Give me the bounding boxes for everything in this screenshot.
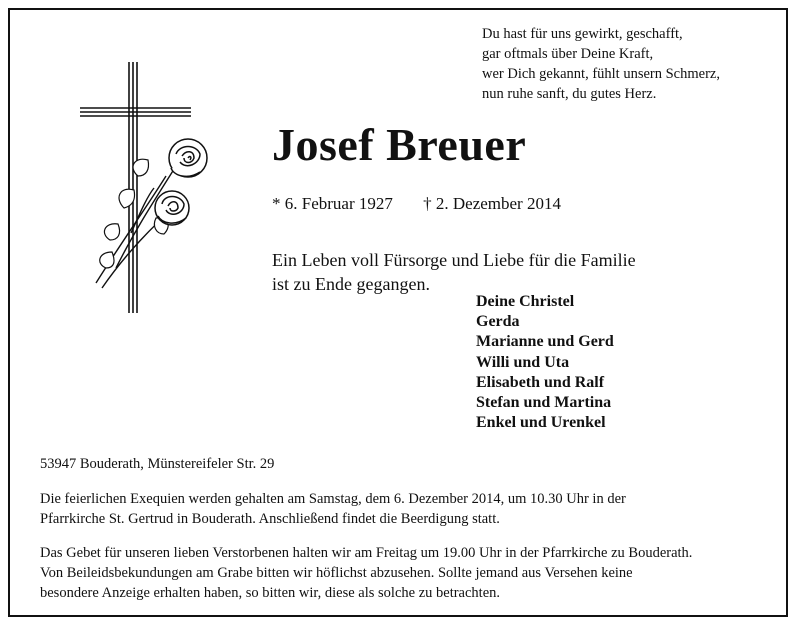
mourners-list <box>476 292 614 433</box>
intro-text <box>272 248 636 296</box>
intro-line: ist zu Ende gegangen. <box>272 274 430 294</box>
life-dates <box>272 194 561 214</box>
mourner: Enkel und Urenkel <box>476 414 606 432</box>
funeral-service-paragraph <box>40 489 626 529</box>
poem-line: Du hast für uns gewirkt, geschafft, <box>482 26 683 42</box>
paragraph-line: besondere Anzeige erhalten haben, so bitten wir, diese als solche zu betrachten. <box>40 585 501 601</box>
poem <box>482 24 720 104</box>
mourner: Stefan und Martina <box>476 394 612 412</box>
mourner: Willi und Uta <box>476 353 570 371</box>
poem-line: gar oftmals über Deine Kraft, <box>482 46 654 62</box>
mourner: Gerda <box>476 313 520 331</box>
deceased-name: Josef Breuer <box>272 119 527 170</box>
paragraph-line: Von Beileidsbekundungen am Grabe bitten wir höflichst abzusehen. Sollte jemand aus Versehen keine <box>40 565 633 581</box>
poem-line: wer Dich gekannt, fühlt unsern Schmerz, <box>482 66 720 82</box>
poem-line: nun ruhe sanft, du gutes Herz. <box>482 86 657 102</box>
family-address: 53947 Bouderath, Münstereifeler Str. 29 <box>40 456 275 472</box>
mourner: Elisabeth und Ralf <box>476 373 605 391</box>
paragraph-line: Pfarrkirche St. Gertrud in Bouderath. Anschließend findet die Beerdigung statt. <box>40 511 500 527</box>
cross-with-roses-icon <box>76 58 226 316</box>
intro-line: Ein Leben voll Fürsorge und Liebe für die Familie <box>272 250 636 270</box>
prayer-paragraph <box>40 543 692 603</box>
paragraph-line: Die feierlichen Exequien werden gehalten am Samstag, dem 6. Dezember 2014, um 10.30 Uhr in der <box>40 491 626 507</box>
death-date: † 2. Dezember 2014 <box>423 194 561 213</box>
mourner: Deine Christel <box>476 293 575 310</box>
birth-date: * 6. Februar 1927 <box>272 194 393 213</box>
mourner: Marianne und Gerd <box>476 333 614 351</box>
paragraph-line: Das Gebet für unseren lieben Verstorbenen halten wir am Freitag um 19.00 Uhr in der Pfarrkirche zu Bouderath. <box>40 545 693 561</box>
